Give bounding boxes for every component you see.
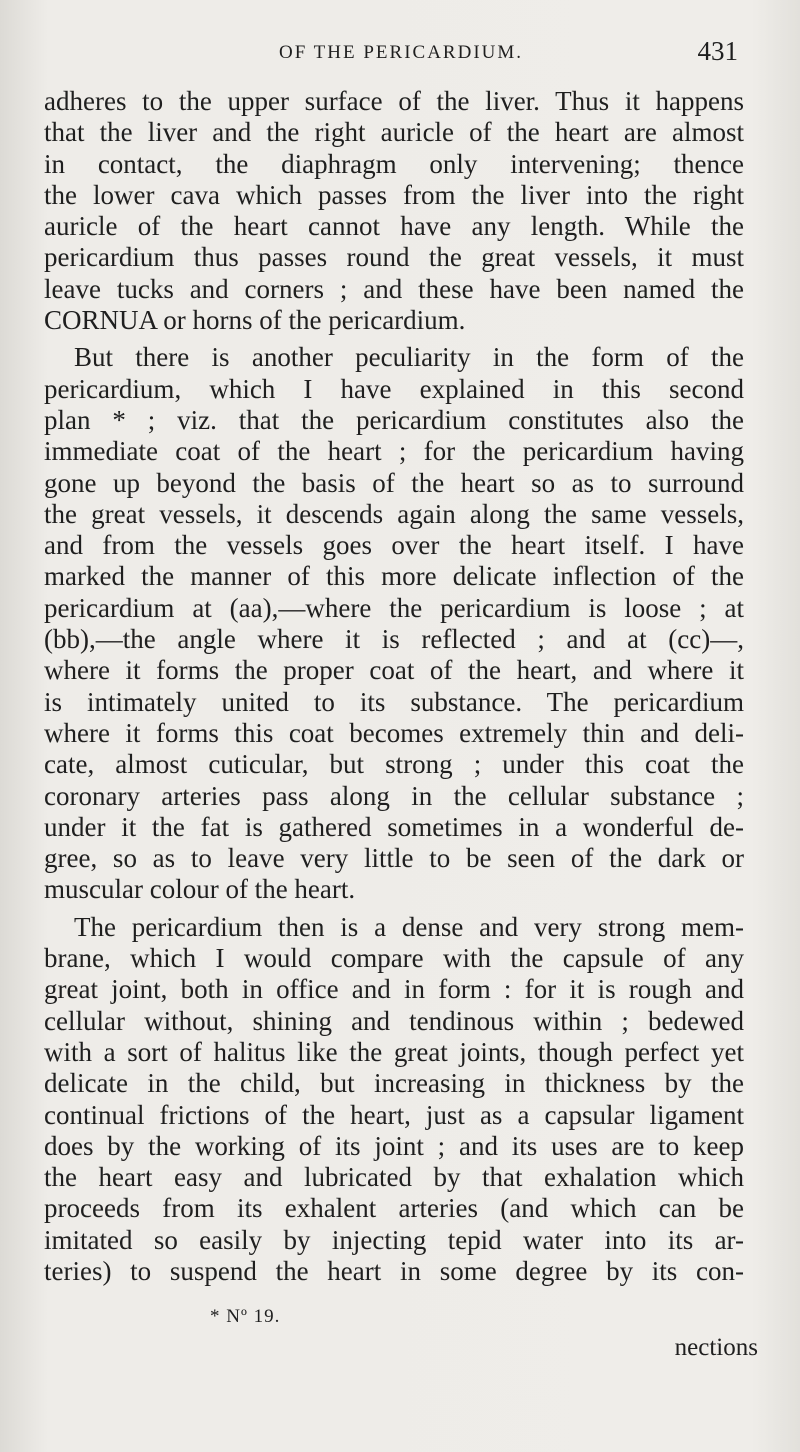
text-line: immediate coat of the heart ; for the pericardium having	[44, 436, 744, 467]
text-line: in contact, the diaphragm only intervening; thence	[44, 148, 744, 179]
text-line: gone up beyond the basis of the heart so as to surround	[44, 467, 744, 498]
text-line: teries) to suspend the heart in some degree by its con-	[44, 1255, 744, 1286]
text-line: continual frictions of the heart, just as a capsular ligament	[44, 1099, 744, 1130]
paragraph-2	[44, 342, 744, 905]
text-line: and from the vessels goes over the heart itself. I have	[44, 530, 744, 561]
page-header	[44, 36, 758, 76]
text-line: where it forms this coat becomes extremely thin and deli-	[44, 717, 744, 748]
text-line: with a sort of halitus like the great joints, though perfect yet	[44, 1036, 744, 1067]
text-line: is intimately united to its substance. The pericardium	[44, 686, 744, 717]
text-line: delicate in the child, but increasing in thickness by the	[44, 1068, 744, 1099]
text-line: does by the working of its joint ; and its uses are to keep	[44, 1130, 744, 1161]
text-line: the lower cava which passes from the liver into the right	[44, 179, 744, 210]
text-line: the great vessels, it descends again along the same vessels,	[44, 498, 744, 529]
text-line: where it forms the proper coat of the heart, and where it	[44, 655, 744, 686]
text-line: adheres to the upper surface of the liver. Thus it happens	[44, 86, 744, 116]
text-line: cellular without, shining and tendinous within ; bedewed	[44, 1005, 744, 1036]
paragraph-1	[44, 86, 744, 336]
catchword: nections	[674, 1334, 758, 1361]
text-line: under it the fat is gathered sometimes in a wonderful de-	[44, 811, 744, 842]
text-line: The pericardium then is a dense and very strong mem-	[74, 911, 744, 942]
text-line: muscular colour of the heart.	[44, 874, 356, 905]
text-line: proceeds from its exhalent arteries (and which can be	[44, 1193, 744, 1224]
text-line: that the liver and the right auricle of the heart are almost	[44, 117, 744, 148]
text-line: (bb),—the angle where it is reflected ; and at (cc)—,	[44, 624, 744, 655]
text-line: cate, almost cuticular, but strong ; under this coat the	[44, 749, 744, 780]
page-number: 431	[697, 36, 738, 66]
footnote-reference: * Nº 19.	[210, 1306, 281, 1327]
text-line: gree, so as to leave very little to be seen of the dark or	[44, 843, 744, 874]
text-line: But there is another peculiarity in the form of the	[74, 342, 744, 373]
text-line: imitated so easily by injecting tepid water into its ar-	[44, 1224, 744, 1255]
body-text	[44, 86, 744, 1293]
running-title: OF THE PERICARDIUM.	[278, 42, 524, 63]
paragraph-3	[44, 912, 744, 1288]
text-line: plan * ; viz. that the pericardium constitutes also the	[44, 404, 744, 435]
text-line: brane, which I would compare with the capsule of any	[44, 943, 744, 974]
text-line: leave tucks and corners ; and these have been named the	[44, 273, 744, 304]
text-line: pericardium, which I have explained in this second	[44, 373, 744, 404]
text-line: the heart easy and lubricated by that exhalation which	[44, 1162, 744, 1193]
text-line: pericardium thus passes round the great vessels, it must	[44, 242, 744, 273]
text-line: CORNUA or horns of the pericardium.	[44, 305, 466, 336]
text-line: marked the manner of this more delicate inflection of the	[44, 561, 744, 592]
text-line: great joint, both in office and in form : for it is rough and	[44, 974, 744, 1005]
text-line: coronary arteries pass along in the cellular substance ;	[44, 780, 744, 811]
text-line: pericardium at (aa),—where the pericardium is loose ; at	[44, 592, 744, 623]
text-line: auricle of the heart cannot have any length. While the	[44, 211, 744, 242]
